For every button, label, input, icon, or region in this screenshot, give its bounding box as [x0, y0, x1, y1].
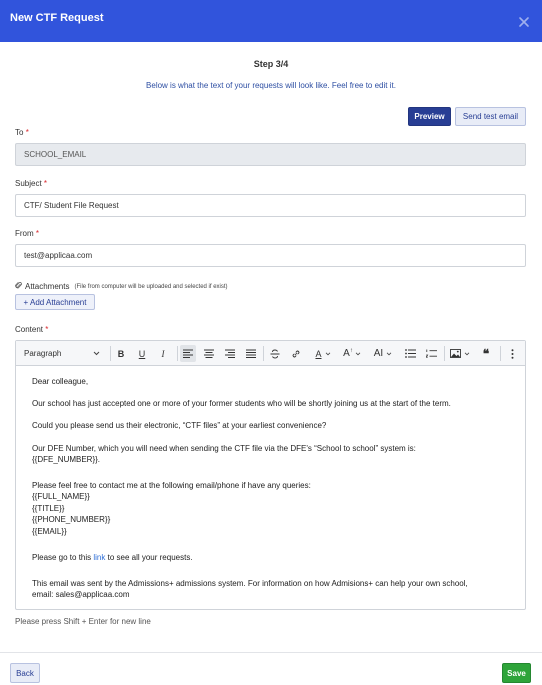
from-value: test@applicaa.com — [24, 251, 93, 260]
toolbar-divider — [177, 346, 178, 361]
image-icon — [450, 349, 461, 358]
footer-divider — [0, 652, 542, 653]
requests-link[interactable]: link — [93, 553, 106, 562]
subject-value: CTF/ Student File Request — [24, 201, 119, 210]
more-options-icon[interactable] — [505, 345, 519, 362]
paragraph-1: Our school has just accepted one or more of your former students who will be shortly joining us at the start of the term. — [32, 399, 451, 408]
chevron-down-icon — [386, 352, 392, 356]
from-input[interactable] — [15, 244, 526, 267]
phone-number-variable: {{PHONE_NUMBER}} — [32, 515, 111, 524]
modal-title: New CTF Request — [10, 12, 104, 24]
back-button[interactable]: Back — [10, 663, 40, 683]
font-color-icon: A — [315, 348, 322, 359]
rich-text-editor — [15, 340, 526, 610]
chevron-down-icon — [464, 352, 470, 356]
to-field — [15, 143, 526, 166]
to-label: To * — [15, 128, 29, 137]
step-indicator: Step 3/4 — [253, 59, 289, 69]
send-test-email-button[interactable]: Send test email — [455, 107, 526, 126]
chevron-down-icon — [325, 352, 331, 356]
font-color-button[interactable] — [310, 345, 336, 362]
title-variable: {{TITLE}} — [32, 504, 65, 513]
add-attachment-button[interactable]: + Add Attachment — [15, 294, 95, 310]
chevron-down-icon — [355, 352, 361, 356]
subject-input[interactable] — [15, 194, 526, 217]
numbered-list-icon[interactable] — [423, 345, 439, 362]
paragraph-5: Please go to this link to see all your requests. — [32, 553, 193, 562]
align-center-icon[interactable] — [201, 345, 217, 362]
intro-text: Below is what the text of your requests will look like. Feel free to edit it. — [146, 81, 396, 90]
italic-button[interactable]: I — [161, 348, 165, 359]
font-size-icon: A — [343, 348, 350, 359]
preview-button[interactable]: Preview — [408, 107, 451, 126]
editor-toolbar — [16, 341, 525, 366]
email-variable: {{EMAIL}} — [32, 527, 67, 536]
bulleted-list-icon[interactable] — [402, 345, 418, 362]
toolbar-divider — [500, 346, 501, 361]
paragraph-3: Our DFE Number, which you will need when sending the CTF file via the DFE's “School to school” system is: — [32, 444, 416, 453]
dfe-number-variable: {{DFE_NUMBER}}. — [32, 455, 101, 464]
paragraph-4: Please feel free to contact me at the following email/phone if have any queries: — [32, 481, 311, 490]
full-name-variable: {{FULL_NAME}} — [32, 492, 90, 501]
toolbar-divider — [444, 346, 445, 361]
required-marker: * — [43, 179, 48, 188]
content-label: Content * — [15, 325, 49, 334]
font-size-up-icon: ↑ — [349, 348, 353, 354]
modal-header — [0, 0, 542, 42]
paragraph-2: Could you please send us their electronic, “CTF files” at your earliest convenience? — [32, 421, 327, 430]
bold-button[interactable]: B — [117, 348, 125, 359]
block-quote-icon[interactable]: ❝ — [482, 346, 490, 361]
from-label: From * — [15, 229, 40, 238]
align-left-icon[interactable] — [180, 345, 196, 362]
close-icon[interactable] — [517, 15, 531, 29]
link-icon[interactable] — [288, 345, 304, 362]
ai-assistant-button[interactable] — [370, 345, 396, 362]
paragraph-style-select[interactable]: Paragraph — [20, 345, 104, 362]
save-button[interactable]: Save — [502, 663, 531, 683]
font-size-button[interactable] — [339, 345, 365, 362]
to-value: SCHOOL_EMAIL — [24, 150, 87, 159]
required-marker: * — [35, 229, 40, 238]
paperclip-icon — [15, 281, 22, 292]
subject-label: Subject * — [15, 179, 48, 188]
toolbar-divider — [110, 346, 111, 361]
required-marker: * — [45, 325, 49, 334]
greeting-text: Dear colleague, — [32, 377, 89, 386]
chevron-down-icon — [93, 351, 100, 356]
insert-image-button[interactable] — [447, 345, 472, 362]
ai-icon: AI — [373, 348, 384, 359]
strikethrough-icon[interactable] — [267, 345, 283, 362]
paragraph-6: This email was sent by the Admissions+ admissions system. For information on how Admisions+ can help your own school, — [32, 579, 468, 588]
underline-button[interactable]: U — [138, 348, 146, 359]
align-right-icon[interactable] — [222, 345, 238, 362]
align-justify-icon[interactable] — [243, 345, 259, 362]
attachments-label: Attachments (File from computer will be uploaded and selected if exist) — [15, 281, 228, 292]
toolbar-divider — [263, 346, 264, 361]
sales-email-text: email: sales@applicaa.com — [32, 590, 130, 599]
new-line-hint: Please press Shift + Enter for new line — [15, 617, 151, 626]
required-marker: * — [25, 128, 29, 137]
attachments-hint: (File from computer will be uploaded and selected if exist) — [74, 283, 228, 290]
